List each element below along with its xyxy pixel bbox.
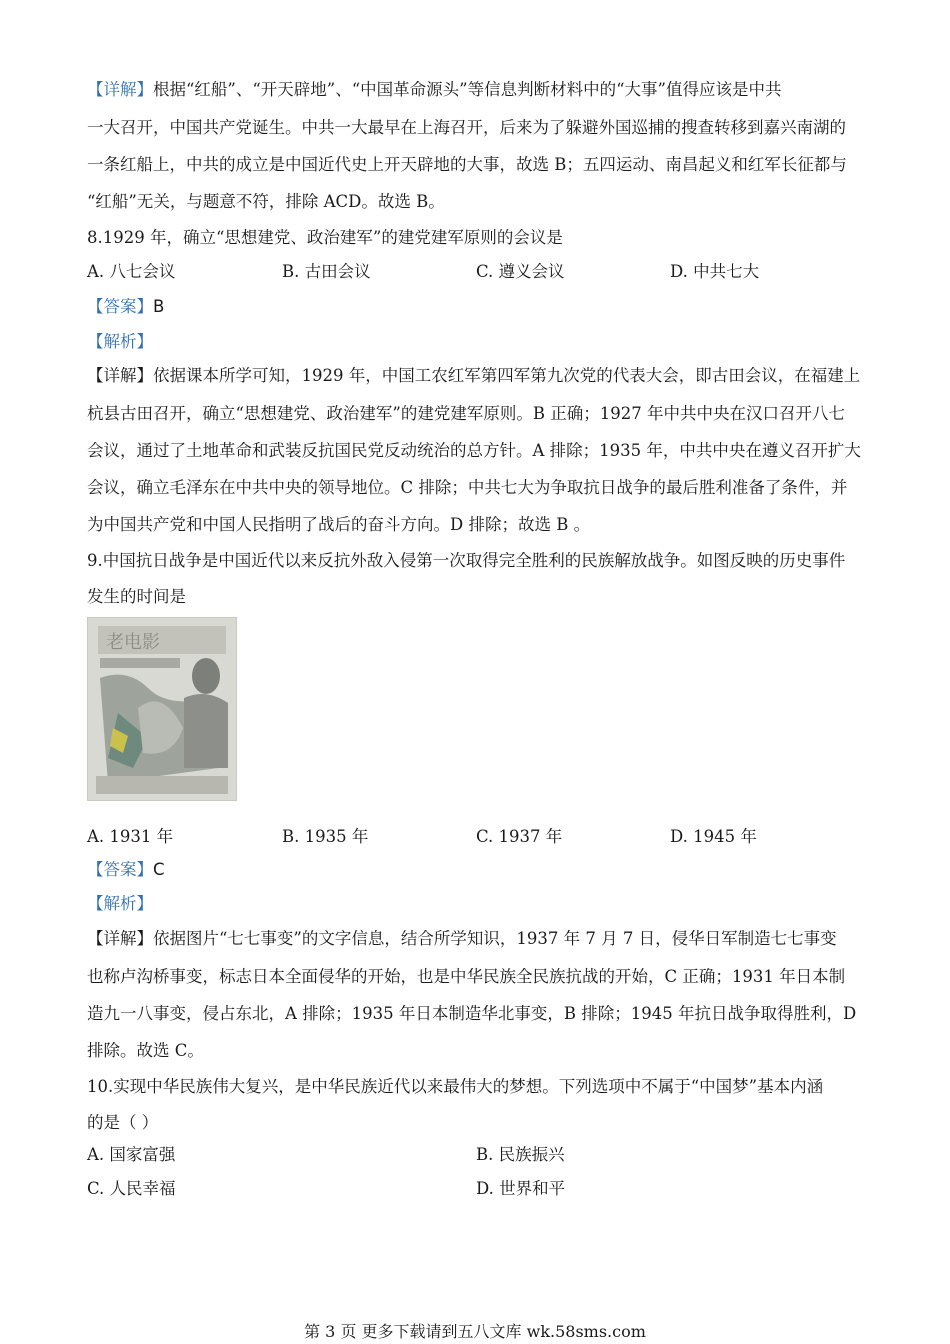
q8-answer: 【答案】B <box>87 297 165 316</box>
q7-detail-line-1: 【详解】根据“红船”、“开天辟地”、“中国革命源头”等信息判断材料中的“大事”值得应该是中共 <box>87 80 782 99</box>
q9-stem-line-1: 9.中国抗日战争是中国近代以来反抗外敌入侵第一次取得完全胜利的民族解放战争。如图反映的历史事件 <box>87 551 846 570</box>
q9-detail-line-3: 造九一八事变，侵占东北，A 排除；1935 年日本制造华北事变，B 排除；1945 年抗日战争取得胜利，D <box>87 1004 857 1023</box>
q9-option-c: C. 1937 年 <box>476 827 563 846</box>
q9-option-b: B. 1935 年 <box>282 827 369 846</box>
q7-detail-line-3: 一条红船上，中共的成立是中国近代史上开天辟地的大事，故选 B；五四运动、南昌起义和红军长征都与 <box>87 155 847 174</box>
q10-option-a: A. 国家富强 <box>87 1145 176 1164</box>
q10-option-c: C. 人民幸福 <box>87 1179 176 1198</box>
q8-option-a: A. 八七会议 <box>87 262 176 281</box>
q8-detail-line-3: 会议，通过了土地革命和武装反抗国民党反动统治的总方针。A 排除；1935 年，中共中央在遵义召开扩大 <box>87 441 861 460</box>
q8-option-c: C. 遵义会议 <box>476 262 565 281</box>
q9-analysis-tag: 【解析】 <box>87 894 153 913</box>
q10-option-b: B. 民族振兴 <box>476 1145 565 1164</box>
q8-detail-line-5: 为中国共产党和中国人民指明了战后的奋斗方向。D 排除；故选 B 。 <box>87 515 591 534</box>
q10-stem-line-2: 的是（ ） <box>87 1113 159 1132</box>
q8-option-b: B. 古田会议 <box>282 262 371 281</box>
q9-stem-line-2: 发生的时间是 <box>87 587 186 606</box>
q9-detail-line-1: 【详解】依据图片“七七事变”的文字信息，结合所学知识，1937 年 7 月 7 日，侵华日军制造七七事变 <box>87 929 837 948</box>
q9-detail-line-4: 排除。故选 C。 <box>87 1041 204 1060</box>
q9-movie-poster-image <box>87 617 237 801</box>
poster-illustration <box>88 618 236 800</box>
detail-tag: 【详解】 <box>87 80 153 99</box>
q7-detail-line-4: “红船”无关，与题意不符，排除 ACD。故选 B。 <box>87 192 445 211</box>
q8-option-d: D. 中共七大 <box>670 262 760 281</box>
page-footer: 第 3 页 更多下载请到五八文库 wk.58sms.com <box>304 1322 646 1341</box>
q9-option-d: D. 1945 年 <box>670 827 757 846</box>
q7-detail-line-2: 一大召开，中国共产党诞生。中共一大最早在上海召开，后来为了躲避外国巡捕的搜查转移到嘉兴南湖的 <box>87 118 846 137</box>
q8-detail-line-4: 会议，确立毛泽东在中共中央的领导地位。C 排除；中共七大为争取抗日战争的最后胜利准备了条件，并 <box>87 478 848 497</box>
q8-detail-line-1: 【详解】依据课本所学可知，1929 年，中国工农红军第四军第九次党的代表大会，即古田会议，在福建上 <box>87 366 861 385</box>
q9-answer: 【答案】C <box>87 860 165 879</box>
q10-stem-line-1: 10.实现中华民族伟大复兴，是中华民族近代以来最伟大的梦想。下列选项中不属于“中国梦”基本内涵 <box>87 1077 824 1096</box>
q8-stem: 8.1929 年，确立“思想建党、政治建军”的建党建军原则的会议是 <box>87 228 563 247</box>
q8-analysis-tag: 【解析】 <box>87 332 153 351</box>
q8-detail-line-2: 杭县古田召开，确立“思想建党、政治建军”的建党建军原则。B 正确；1927 年中共中央在汉口召开八七 <box>87 404 845 423</box>
poster-title-text: 老电影 <box>106 632 160 653</box>
q10-option-d: D. 世界和平 <box>476 1179 566 1198</box>
q9-option-a: A. 1931 年 <box>87 827 174 846</box>
q9-detail-line-2: 也称卢沟桥事变，标志日本全面侵华的开始，也是中华民族全民族抗战的开始，C 正确；1931 年日本制 <box>87 967 846 986</box>
